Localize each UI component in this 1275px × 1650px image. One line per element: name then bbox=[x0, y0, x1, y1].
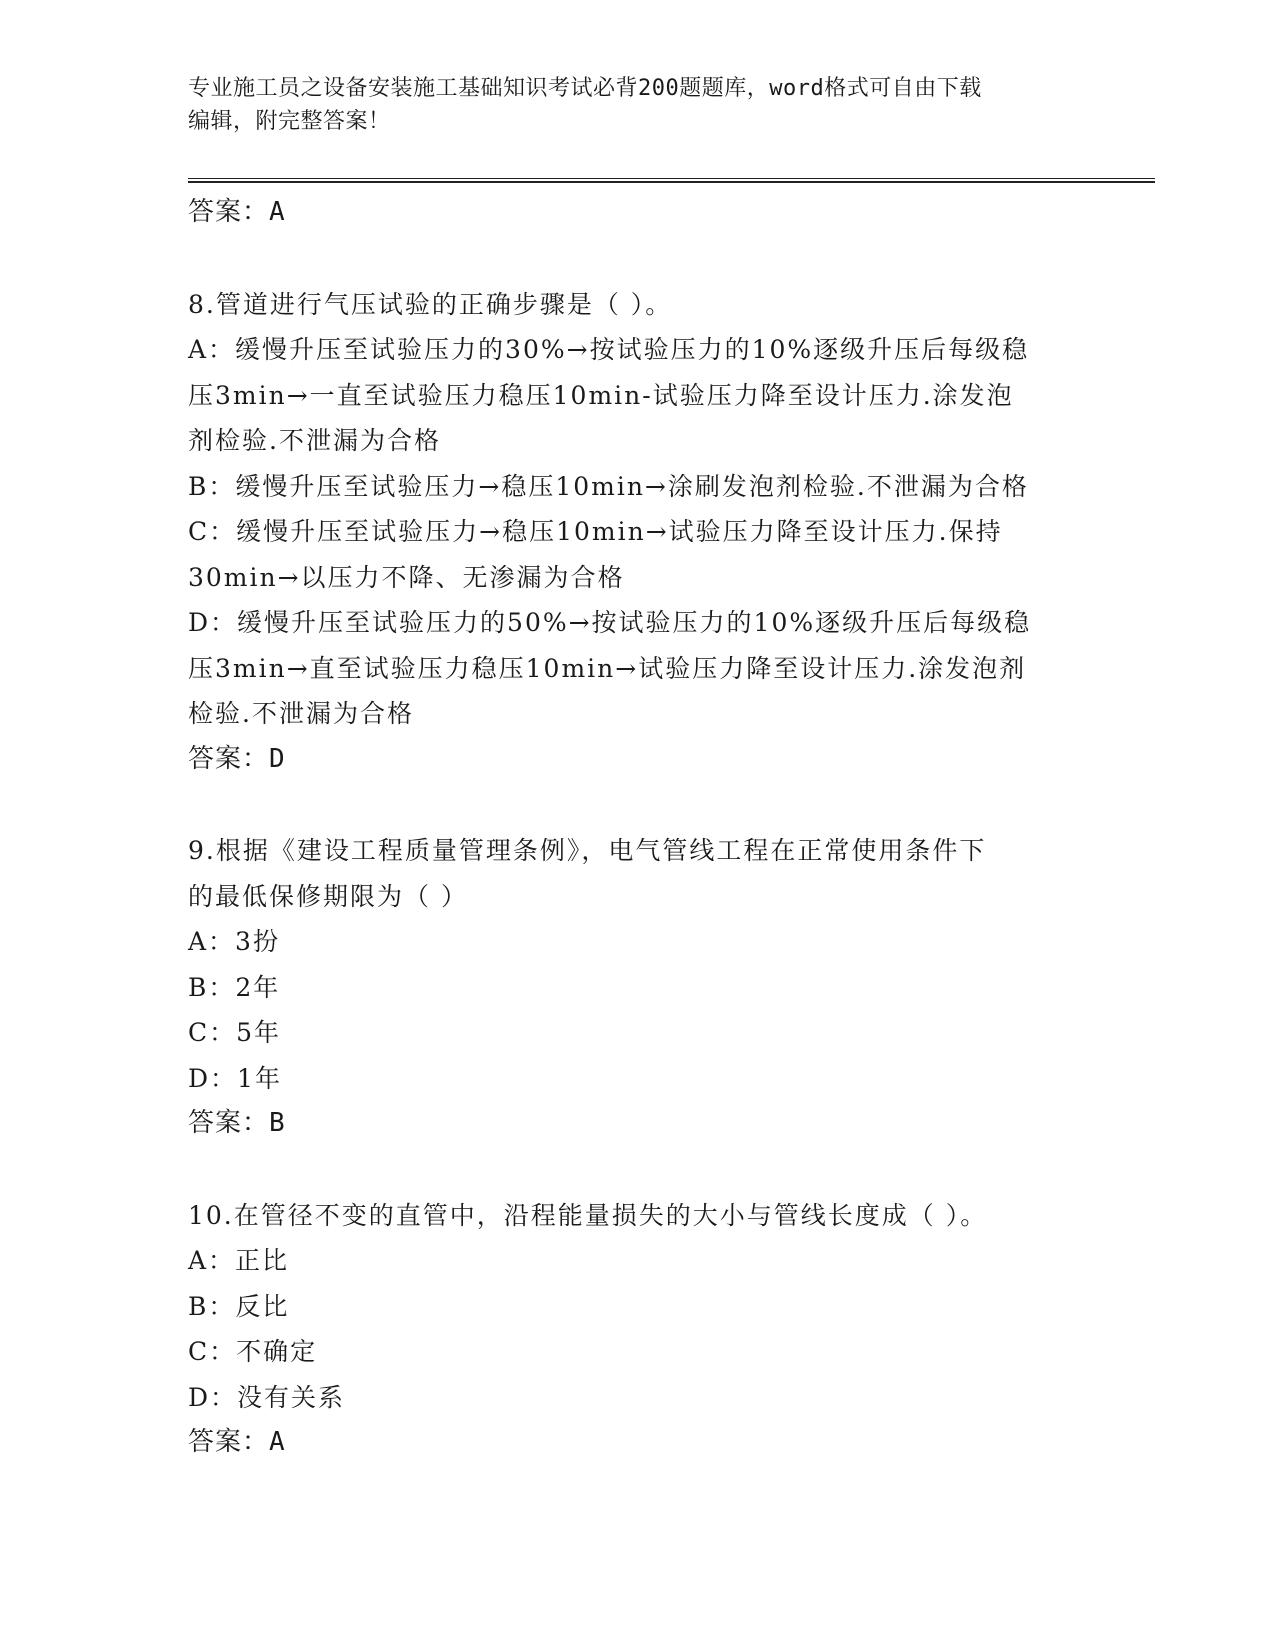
option-d-line: 压3min→直至试验压力稳压10min→试验压力降至设计压力.涂发泡剂 bbox=[188, 653, 1027, 683]
header-line-2: 编辑，附完整答案！ bbox=[188, 109, 391, 134]
question-10 bbox=[188, 1193, 1088, 1466]
option-b-line: B：反比 bbox=[188, 1291, 290, 1321]
answer: 答案：D bbox=[188, 743, 286, 774]
option-d-line: D：没有关系 bbox=[188, 1382, 346, 1412]
question-stem: 9.根据《建设工程质量管理条例》，电气管线工程在正常使用条件下 bbox=[188, 836, 987, 865]
option-b-line: B：缓慢升压至试验压力→稳压10min→涂刷发泡剂检验.不泄漏为合格 bbox=[188, 471, 1029, 501]
option-d-line: D：1年 bbox=[188, 1063, 282, 1093]
page-header bbox=[188, 72, 1088, 138]
option-a-line: 压3min→一直至试验压力稳压10min-试验压力降至设计压力.涂发泡 bbox=[188, 380, 1014, 410]
spacer bbox=[188, 236, 1088, 282]
spacer bbox=[188, 1147, 1088, 1193]
option-c-line: C：缓慢升压至试验压力→稳压10min→试验压力降至设计压力.保持 bbox=[188, 517, 1003, 546]
answer: 答案：A bbox=[188, 1427, 286, 1457]
option-b-line: B：2年 bbox=[188, 972, 281, 1002]
question-stem: 8.管道进行气压试验的正确步骤是（ ）。 bbox=[188, 289, 673, 319]
spacer bbox=[188, 782, 1088, 828]
option-a-line: A：正比 bbox=[188, 1246, 290, 1275]
question-8 bbox=[188, 282, 1088, 783]
option-a-line: 剂检验.不泄漏为合格 bbox=[188, 426, 441, 455]
option-d-line: 检验.不泄漏为合格 bbox=[188, 699, 414, 728]
option-c-line: C：不确定 bbox=[188, 1337, 318, 1366]
option-c-line: C：5年 bbox=[188, 1018, 282, 1047]
option-a-line: A：缓慢升压至试验压力的30%→按试验压力的10%逐级升压后每级稳 bbox=[188, 335, 1030, 364]
question-stem: 的最低保修期限为（ ） bbox=[188, 881, 468, 911]
option-c-line: 30min→以压力不降、无渗漏为合格 bbox=[188, 562, 625, 592]
header-line-1: 专业施工员之设备安装施工基础知识考试必背200题题库，word格式可自由下载 bbox=[188, 76, 982, 101]
question-stem: 10.在管径不变的直管中，沿程能量损失的大小与管线长度成（ ）。 bbox=[188, 1200, 988, 1230]
answer: 答案：B bbox=[188, 1108, 286, 1138]
header-divider bbox=[188, 178, 1155, 183]
question-list bbox=[188, 190, 1088, 1466]
previous-answer: 答案：A bbox=[188, 197, 286, 227]
question-9 bbox=[188, 828, 1088, 1147]
option-d-line: D：缓慢升压至试验压力的50%→按试验压力的10%逐级升压后每级稳 bbox=[188, 608, 1032, 637]
option-a-line: A：3扮 bbox=[188, 927, 280, 956]
